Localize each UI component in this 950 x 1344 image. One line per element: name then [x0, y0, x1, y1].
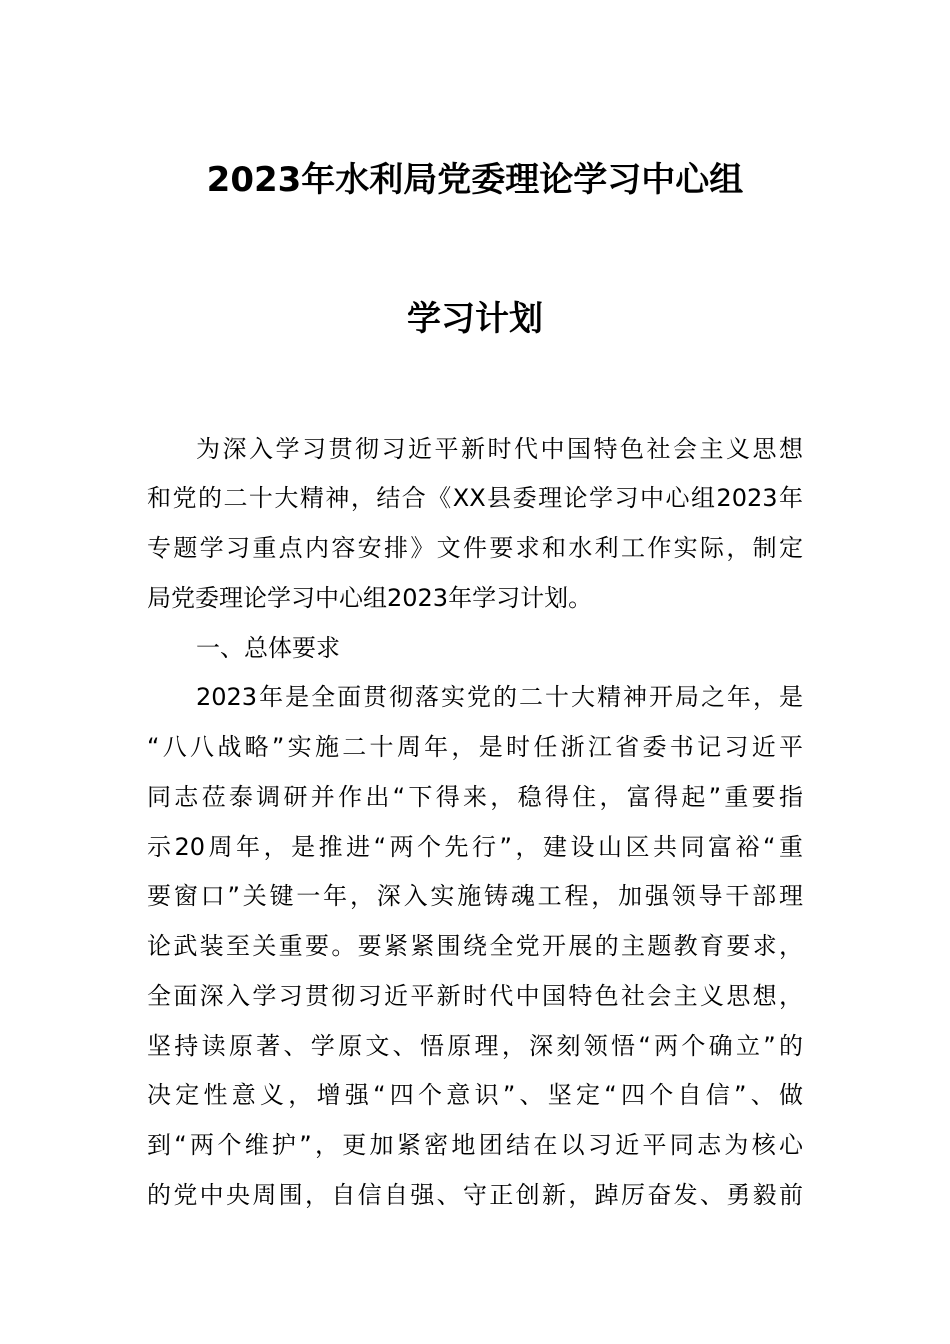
document-title-line1: 2023年水利局党委理论学习中心组 — [206, 160, 744, 200]
paragraph1-line: 和党的二十大精神，结合《XX县委理论学习中心组2023年 — [147, 484, 803, 512]
paragraph2-line: 全面深入学习贯彻习近平新时代中国特色社会主义思想， — [147, 982, 803, 1010]
paragraph1-line: 为深入学习贯彻习近平新时代中国特色社会主义思想 — [196, 435, 803, 463]
paragraph2-line: 要窗口”关键一年，深入实施铸魂工程，加强领导干部理 — [147, 882, 803, 910]
paragraph2-line: 到“两个维护”，更加紧密地团结在以习近平同志为核心 — [147, 1131, 803, 1159]
document-title-line2: 学习计划 — [407, 299, 543, 339]
paragraph1-line: 局党委理论学习中心组2023年学习计划。 — [147, 584, 593, 612]
paragraph2-line: 示20周年，是推进“两个先行”，建设山区共同富裕“重 — [147, 833, 803, 861]
paragraph2-line: 坚持读原著、学原文、悟原理，深刻领悟“两个确立”的 — [147, 1032, 803, 1060]
paragraph2-line: “八八战略”实施二十周年，是时任浙江省委书记习近平 — [147, 733, 803, 761]
paragraph2-line: 论武装至关重要。要紧紧围绕全党开展的主题教育要求， — [147, 932, 803, 960]
section1-heading: 一、总体要求 — [196, 634, 340, 662]
paragraph2-line: 决定性意义，增强“四个意识”、坚定“四个自信”、做 — [147, 1081, 803, 1109]
paragraph2-line: 2023年是全面贯彻落实党的二十大精神开局之年，是 — [196, 683, 803, 711]
paragraph2-line: 同志莅泰调研并作出“下得来，稳得住，富得起”重要指 — [147, 783, 803, 811]
paragraph1-line: 专题学习重点内容安排》文件要求和水利工作实际，制定 — [147, 534, 803, 562]
paragraph2-line: 的党中央周围，自信自强、守正创新，踔厉奋发、勇毅前 — [147, 1181, 803, 1209]
